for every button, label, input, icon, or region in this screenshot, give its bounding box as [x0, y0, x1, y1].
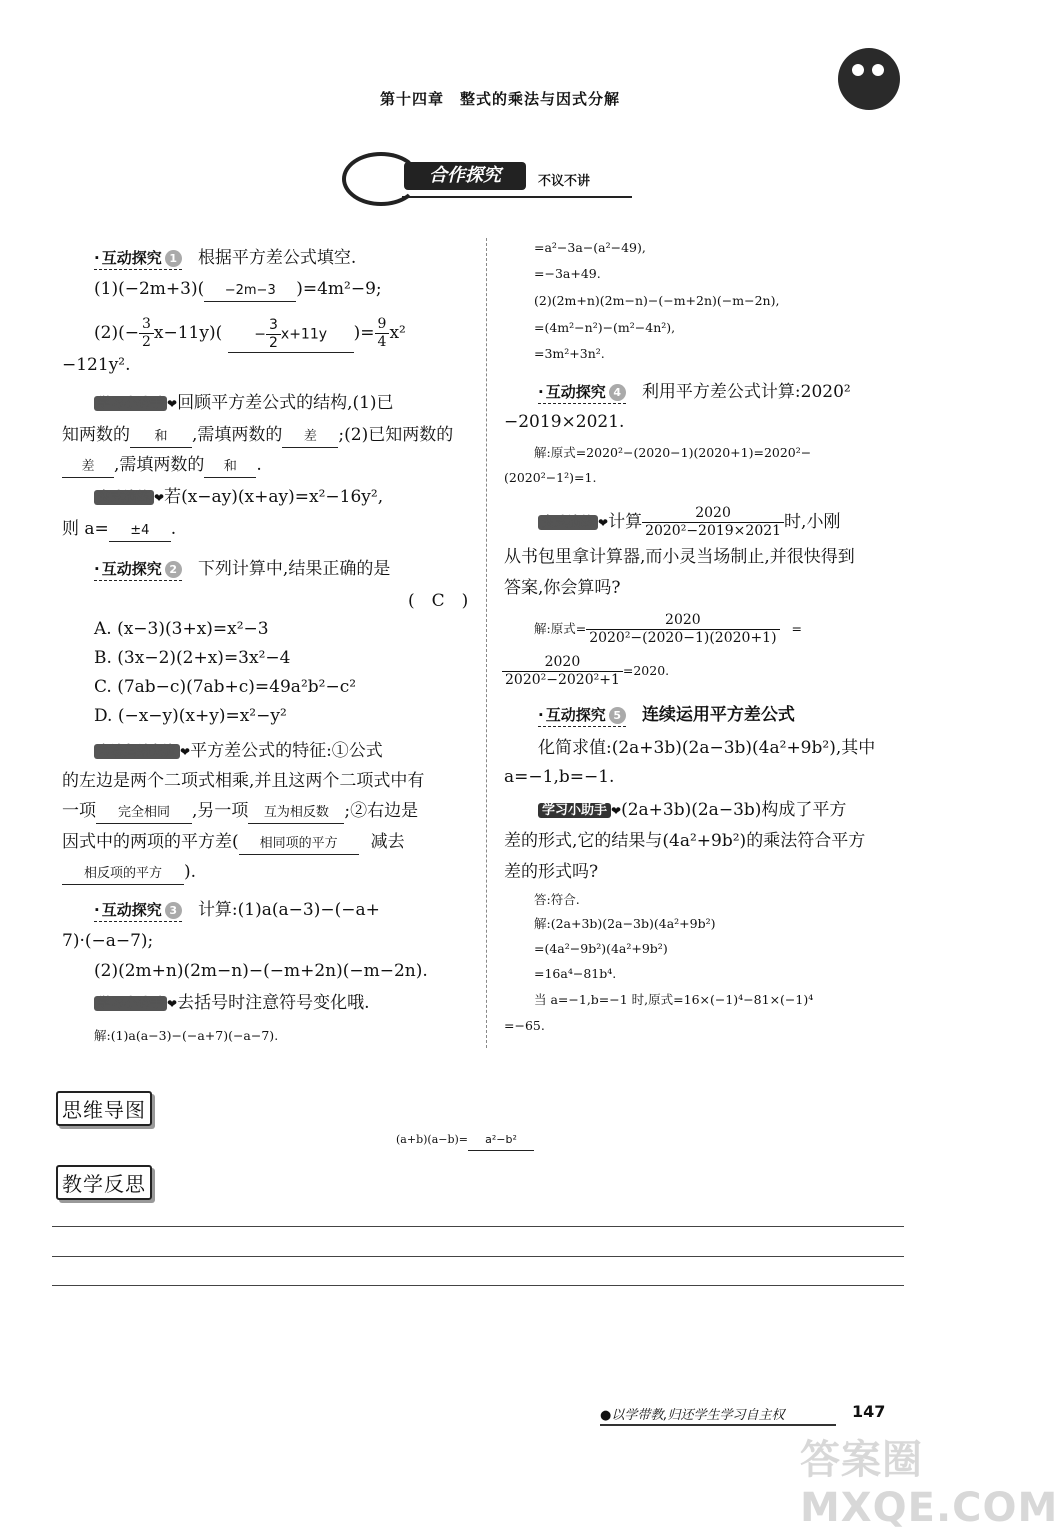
- footer-rule: [600, 1424, 836, 1426]
- problem-1-q2-cont: −121y².: [62, 355, 131, 375]
- helper-text: (2a+3b)(2a−3b)构成了平方: [621, 800, 847, 820]
- solution-line: =3m²+3n².: [534, 346, 605, 361]
- helper-1-line3: [62, 455, 262, 478]
- helper-tag: 学习小助手: [538, 803, 611, 818]
- problem-4-heading: [538, 382, 851, 404]
- writing-line: [52, 1256, 904, 1257]
- mascot-icon: [838, 48, 900, 110]
- helper-text: 去括号时注意符号变化哦.: [177, 993, 370, 1013]
- solution-line: =(4a²−9b²)(4a²+9b²): [534, 941, 668, 956]
- frac-num: 3: [139, 316, 154, 334]
- helper-5: [538, 800, 846, 821]
- problem-1-heading: [94, 248, 356, 270]
- heart-icon: ❤: [611, 804, 622, 818]
- method-text: 一项: [62, 801, 96, 821]
- variation-text: 从书包里拿计算器,而小灵当场制止,并很快得到: [504, 547, 855, 567]
- solution-text: 解:原式=: [534, 621, 587, 636]
- q-text: (1)(−2m+3)(: [94, 279, 205, 299]
- variation-tag: 变式演练: [538, 515, 598, 530]
- badge-label: 互动探究: [101, 560, 162, 578]
- ans-text: −: [254, 326, 266, 342]
- problem-2-heading: [94, 559, 390, 581]
- problem-badge: · 互动探究 2: [94, 559, 182, 581]
- helper-tag: 学习小助手: [94, 996, 167, 1011]
- answer-blank: [228, 317, 354, 353]
- answer-blank: 差: [62, 457, 114, 478]
- method-text: 减去: [370, 832, 405, 852]
- badge-label: 互动探究: [545, 383, 606, 401]
- mindmap-formula: [396, 1130, 534, 1151]
- solution-line: 当 a=−1,b=−1 时,原式=16×(−1)⁴−81×(−1)⁴: [534, 992, 814, 1007]
- problem-3-heading: [94, 900, 380, 922]
- solution-line: (2020²−1²)=1.: [504, 470, 597, 485]
- answer-blank: ±4: [109, 521, 171, 542]
- helper-text: ,需填两数的: [192, 425, 283, 445]
- frac-num: 2020: [586, 612, 779, 630]
- badge-label: 互动探究: [101, 249, 162, 267]
- problem-5-line2: a=−1,b=−1.: [504, 767, 615, 787]
- helper-tag: 学习小助手: [94, 396, 167, 411]
- badge-label: 互动探究: [101, 901, 162, 919]
- variation-text: 则 a=: [62, 519, 109, 539]
- solution-text: =2020.: [622, 663, 670, 678]
- frac-num: 2020: [502, 654, 623, 672]
- answer-blank: 相反项的平方: [62, 864, 184, 885]
- method-line4: [62, 832, 405, 855]
- q-text: (2)(−: [94, 323, 139, 343]
- answer-blank: a²−b²: [468, 1130, 534, 1151]
- option-d: D. (−x−y)(x+y)=x²−y²: [94, 706, 287, 726]
- frac-num: 2020: [642, 505, 784, 523]
- answer-choice: ( C ): [408, 591, 469, 611]
- helper-text: 知两数的: [62, 425, 130, 445]
- solution-text: 解:(1)a(a−3)−(−a+7)(−a−7).: [94, 1028, 279, 1043]
- answer-blank: −2m−3: [204, 281, 296, 302]
- frac-den: 2020²−(2020−1)(2020+1): [589, 630, 777, 646]
- badge-number: 2: [165, 561, 182, 578]
- fraction: [375, 316, 390, 351]
- problem-1-q1: [94, 279, 382, 302]
- helper-text: ,需填两数的: [114, 455, 205, 475]
- problem-prompt: 根据平方差公式填空.: [197, 248, 357, 268]
- fraction: [139, 316, 154, 351]
- q-text: x−11y)(: [153, 323, 223, 343]
- q-text: )=4m²−9;: [296, 279, 382, 299]
- badge-number: 4: [609, 384, 626, 401]
- banner-subtitle: 不议不讲: [538, 174, 591, 189]
- helper-3: [94, 993, 369, 1014]
- variation-4: [538, 505, 840, 540]
- page-number: 147: [852, 1402, 886, 1421]
- banner-title: 合作探究: [404, 162, 526, 190]
- helper-1: [94, 393, 394, 414]
- answer-blank: 差: [282, 427, 338, 448]
- fraction: [266, 317, 281, 352]
- variation-text: 计算: [608, 512, 643, 532]
- method-text: ,另一项: [192, 801, 249, 821]
- badge-number: 1: [165, 250, 182, 267]
- problem-prompt: 计算:(1)a(a−3)−(−a+: [197, 900, 380, 920]
- variation-text: 时,小刚: [784, 512, 841, 532]
- helper-text: 回顾平方差公式的结构,(1)已: [177, 393, 394, 413]
- answer-blank: 互为相反数: [248, 803, 344, 824]
- q-text: x²: [389, 323, 406, 343]
- solution-line: 解:原式=2020²−(2020−1)(2020+1)=2020²−: [534, 445, 812, 460]
- writing-line: [52, 1285, 904, 1286]
- mindmap-label: 思维导图: [56, 1091, 152, 1126]
- method-text: 的左边是两个二项式相乘,并且这两个二项式中有: [62, 771, 425, 791]
- solution-line: (2)(2m+n)(2m−n)−(−m+2n)(−m−2n),: [534, 293, 780, 308]
- solution-line: 解:(2a+3b)(2a−3b)(4a²+9b²): [534, 916, 716, 931]
- banner-rule: [402, 196, 632, 198]
- helper-text: .: [256, 455, 262, 475]
- column-divider: [486, 238, 487, 1048]
- solution-line: 答:符合.: [534, 892, 580, 907]
- heart-icon: ❤: [167, 997, 178, 1011]
- option-a: A. (x−3)(3+x)=x²−3: [94, 619, 269, 639]
- frac-den: 2020²−2020²+1: [505, 672, 620, 688]
- ans-text: x+11y: [280, 326, 328, 342]
- solution-text: =: [791, 621, 802, 636]
- method-text: 平方差公式的特征:①公式: [190, 741, 383, 761]
- heart-icon: ❤: [154, 491, 165, 505]
- option-b: B. (3x−2)(2+x)=3x²−4: [94, 648, 291, 668]
- frac-num: 3: [266, 317, 281, 335]
- fraction: [642, 505, 784, 540]
- badge-label: 互动探究: [545, 706, 606, 724]
- frac-num: 9: [375, 316, 390, 334]
- variation-tag: 变式演练: [94, 490, 154, 505]
- frac-den: 2: [141, 334, 151, 350]
- solution-line: =16a⁴−81b⁴.: [534, 966, 617, 981]
- variation-text: 若(x−ay)(x+ay)=x²−16y²,: [164, 487, 384, 507]
- q-text: )=: [353, 323, 375, 343]
- answer-blank: 和: [204, 457, 256, 478]
- formula-text: (a+b)(a−b)=: [396, 1133, 469, 1146]
- watermark: 答案圈 MXQE.COM: [800, 1437, 1058, 1531]
- variation-text: 答案,你会算吗?: [504, 578, 621, 598]
- fraction: [502, 654, 623, 689]
- problem-prompt: 下列计算中,结果正确的是: [197, 559, 391, 579]
- solution-line: =a²−3a−(a²−49),: [534, 240, 646, 255]
- footer-slogan: ●以学带教,归还学生学习自主权: [600, 1408, 785, 1423]
- method-text: ).: [184, 862, 197, 882]
- section-banner: [342, 150, 632, 200]
- problem-4-line2: −2019×2021.: [504, 412, 625, 432]
- helper-text: ;(2)已知两数的: [338, 425, 454, 445]
- solution-4: [534, 612, 802, 647]
- answer-blank: 完全相同: [96, 803, 192, 824]
- problem-5-heading: [538, 705, 795, 727]
- problem-3-line3: (2)(2m+n)(2m−n)−(−m+2n)(−m−2n).: [94, 961, 428, 981]
- frac-den: 2020²−2019×2021: [645, 523, 782, 539]
- problem-1-q2: [94, 316, 406, 353]
- heart-icon: ❤: [180, 745, 191, 759]
- variation-text: .: [170, 519, 177, 539]
- heart-icon: ❤: [598, 516, 609, 530]
- frac-den: 2: [268, 334, 278, 351]
- solution-line: =−3a+49.: [534, 266, 601, 281]
- problem-5-line1: 化简求值:(2a+3b)(2a−3b)(4a²+9b²),其中: [538, 738, 876, 758]
- heart-icon: ❤: [167, 397, 178, 411]
- problem-title: 连续运用平方差公式: [641, 705, 795, 725]
- problem-3-line2: 7)·(−a−7);: [62, 931, 154, 951]
- variation-1: [94, 487, 383, 508]
- writing-line: [52, 1226, 904, 1227]
- reflection-label: 教学反思: [56, 1165, 152, 1200]
- helper-text: 差的形式,它的结果与(4a²+9b²)的乘法符合平方: [504, 831, 866, 851]
- answer-blank: 相同项的平方: [239, 834, 359, 855]
- problem-badge: · 互动探究 4: [538, 382, 626, 404]
- method-line5: [62, 862, 196, 885]
- problem-badge: · 互动探究 1: [94, 248, 182, 270]
- badge-number: 5: [609, 707, 626, 724]
- method-text: 因式中的两项的平方差(: [62, 832, 239, 852]
- method-line3: [62, 801, 418, 824]
- fraction: [586, 612, 779, 647]
- frac-den: 4: [377, 334, 387, 350]
- solution-line: =(4m²−n²)−(m²−4n²),: [534, 320, 676, 335]
- method-tag: 方法归纳交流: [94, 744, 180, 759]
- method-summary: [94, 741, 383, 762]
- solution-4-line2: [502, 654, 669, 689]
- helper-1-line2: [62, 425, 453, 448]
- problem-badge: · 互动探究 5: [538, 705, 626, 727]
- variation-1-line2: [62, 519, 176, 542]
- answer-blank: 和: [130, 427, 192, 448]
- option-c: C. (7ab−c)(7ab+c)=49a²b²−c²: [94, 677, 357, 697]
- problem-badge: · 互动探究 3: [94, 900, 182, 922]
- solution-line: =−65.: [504, 1018, 545, 1033]
- helper-text: 差的形式吗?: [504, 862, 599, 882]
- badge-number: 3: [165, 902, 182, 919]
- chapter-title: 第十四章 整式的乘法与因式分解: [379, 90, 620, 108]
- problem-prompt: 利用平方差公式计算:2020²: [641, 382, 851, 402]
- method-text: ;②右边是: [344, 801, 419, 821]
